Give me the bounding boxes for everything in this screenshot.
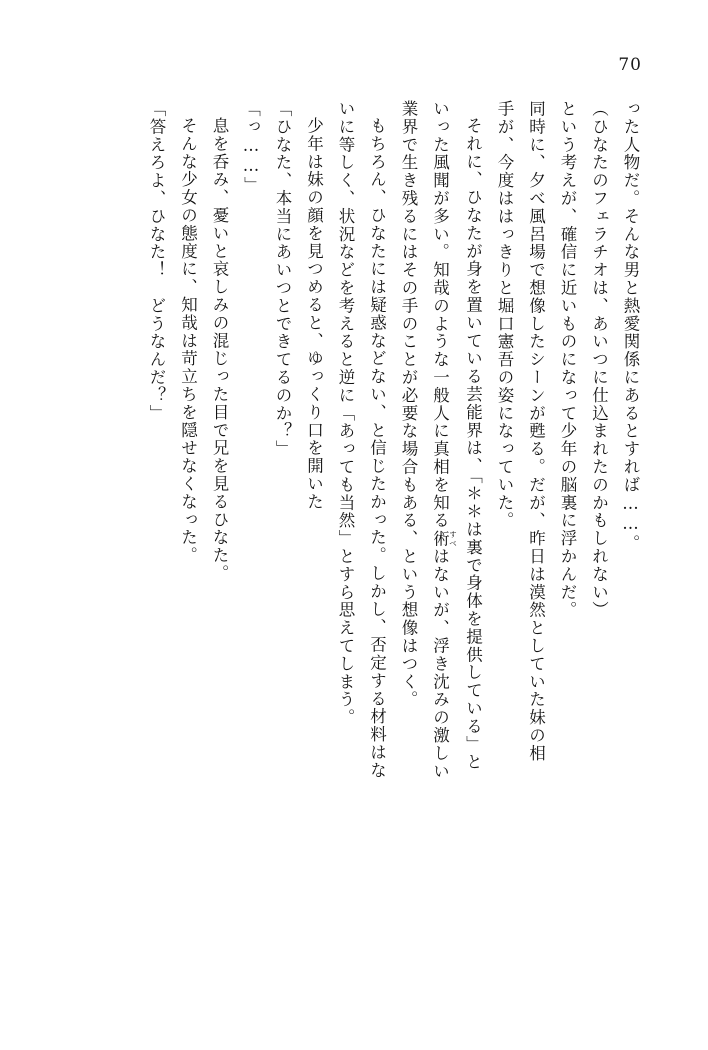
page-number: 70 (618, 55, 642, 75)
paragraph: という考えが、確信に近いものになって少年の脳裏に浮かんだ。 (558, 100, 577, 620)
paragraph: 「っ……」 (241, 100, 261, 195)
paragraph: それに、ひなたが身を置いている芸能界は、「＊＊は裏で身体を提供している」と (463, 116, 483, 771)
paragraph-with-ruby: いった風聞が多い。知哉のような一般人に真相を知る術 すべはないが、浮き沈みの激しい (430, 100, 458, 781)
paragraph: 「答えろよ、ひなた！ どうなんだ？」 (147, 100, 166, 423)
paragraph: そんな少女の態度に、知哉は苛立ちを隠せなくなった。 (178, 116, 198, 564)
paragraph: 「ひなた、本当にあいつとできてるのか？」 (273, 100, 292, 458)
paragraph: いに等しく、状況などを考えると逆に「あっても当然」とすら思えてしまう。 (336, 100, 355, 727)
paragraph: 業界で生き残るにはその手のことが必要な場合もある、という想像はつく。 (399, 100, 418, 709)
ruby-annotation: 術 すべ (430, 529, 458, 548)
paragraph: もちろん、ひなたには疑惑などない、と信じたかった。しかし、否定する材料はな (367, 116, 387, 779)
paragraph: 同時に、夕べ風呂場で想像したシーンが甦る。だが、昨日は漠然としていた妹の相 (526, 100, 546, 763)
paragraph: 手が、今度ははっきりと堀口憲吾の姿になっていた。 (495, 100, 514, 530)
paragraph: 少年は妹の顔を見つめると、ゆっくり口を開いた (304, 116, 324, 511)
body-text-block (60, 100, 646, 980)
paragraph: った人物だ。そんな男と熱愛関係にあるとすれば……。 (621, 100, 640, 553)
paragraph: 息を呑み、憂いと哀しみの混じった目で兄を見るひなた。 (210, 116, 229, 582)
paragraph: （ひなたのフェラチオは、あいつに仕込まれたのかもしれない） (589, 100, 609, 620)
